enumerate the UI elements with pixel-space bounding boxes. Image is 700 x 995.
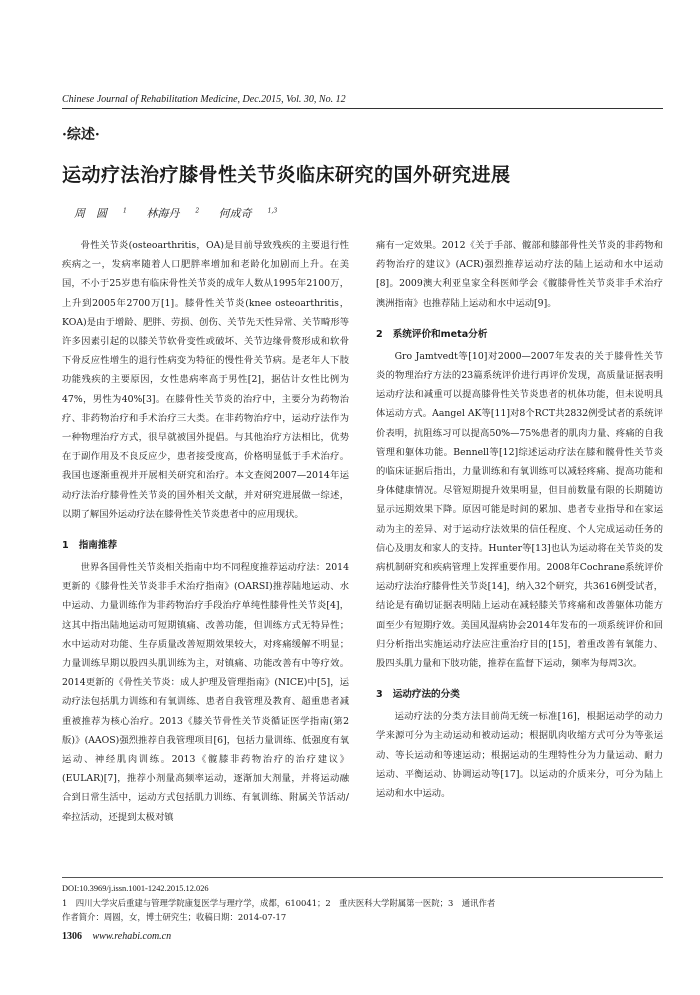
header-rule [62, 108, 663, 109]
intro-paragraph: 骨性关节炎(osteoarthritis，OA)是目前导致残疾的主要退行性疾病之一，发病率随着人口肥胖率增加和老龄化加剧而上升。在美国，不小于25岁患有临床骨性关节炎的成年人数从1995年2100万，上升到2005年2700万[1]。膝骨性关节炎(knee osteoarthritis，KOA)是由于增龄、肥胖、劳损、创伤、关节先天性异常、关节畸形等许多因素引起的以膝关节软骨变性或破坏、关节边缘骨赘形成和软骨下骨反应性增生的退行性病变为特征的慢性骨关节病。是老年人下肢功能残疾的主要原因，女性患病率高于男性[2]，据估计女性比例为47%，男性为40%[3]。在膝骨性关节炎的治疗中，主要分为药物治疗、非药物治疗和手术治疗三大类。在非药物治疗中，运动疗法作为一种物理治疗方式，很早就被国外提倡。与其他治疗方法相比，优势在于副作用及不良反应少，患者接受度高，价格明显低于手术治疗。我国也逐渐重视并开展相关研究和治疗。本文查阅2007—2014年运动疗法治疗膝骨性关节炎的国外相关文献，并对研究进展做一综述，以期了解国外运动疗法在膝骨性关节炎患者中的应用现状。 [62, 240, 349, 520]
doi-line: DOI:10.3969/j.issn.1001-1242.2015.12.026 [62, 884, 209, 893]
footnote-rule [62, 877, 663, 878]
section-heading-2 [376, 327, 663, 343]
author-affiliation: 1 [123, 207, 127, 215]
page-footer [62, 931, 171, 942]
article-title: 运动疗法治疗膝骨性关节炎临床研究的国外研究进展 [62, 164, 511, 186]
section-title: 指南推荐 [78, 540, 118, 552]
section-2-paragraph: Gro Jamtvedt等[10]对2000—2007年发表的关于膝骨性关节炎的物理治疗方法的23篇系统评价进行再评价发现，高质量证据表明运动疗法和减重可以提高膝骨性关节炎患者的机体功能，但未说明具体运动方式。Aangel AK等[11]对8个RCT共2832例受试者的系统评价表明，抗阻练习可以提高50%—75%患者的肌肉力量、疼痛的自我管理和躯体功能。Bennell等[12]综述运动疗法在膝和髋骨性关节炎的临床证据后指出，力量训练和有氧训练可以减轻疼痛、提高功能和身体健康情况。尽管短期提升效果明显，但目前数量有限的长期随访显示远期效果下降。原因可能是时间的累加、患者专业指导和在家运动为主的差异、对于运动疗法效果的信任程度、个人完成运动任务的信心及朋友和家人的支持。Hunter等[13]也认为运动将在关节炎的发病机制研究和疾病管理上发挥重要作用。2008年Cochrane系统评价运动疗法治疗膝骨性关节炎[14]，纳入32个研究，共3616例受试者，结论是有确切证据表明陆上运动在减轻膝关节疼痛和改善躯体功能方面至少有短期疗效。美国风湿病协会2014年发布的一项系统评价和回归分析指出实施运动疗法应注重治疗目的[15]，着重改善有氧能力、股四头肌力量和下肢功能，推荐在监督下运动，频率为每周3次。 [376, 350, 663, 670]
section-number: 3 [376, 689, 383, 701]
running-header [62, 94, 662, 105]
right-column [376, 236, 663, 803]
author [74, 207, 127, 220]
left-column [62, 236, 349, 827]
section-number: 1 [62, 540, 69, 552]
author-affiliation: 1,3 [267, 207, 278, 215]
website: www.rehabi.com.cn [92, 931, 172, 942]
section-heading-3 [376, 687, 663, 703]
author-name: 周 圆 [74, 207, 107, 220]
journal-name: Chinese Journal of Rehabilitation Medicine, [62, 94, 241, 105]
section-heading-1 [62, 538, 349, 554]
section-title: 运动疗法的分类 [392, 689, 460, 701]
author [219, 207, 278, 220]
author-bio-line: 作者简介：周圆，女，博士研究生；收稿日期：2014-07-17 [62, 912, 287, 922]
author-list [74, 205, 293, 221]
section-1-paragraph: 世界各国骨性关节炎相关指南中均不同程度推荐运动疗法：2014更新的《膝骨性关节炎非手术治疗指南》(OARSI)推荐陆地运动、水中运动、力量训练作为非药物治疗手段治疗单纯性膝骨性关节炎[4]，这其中指出陆地运动可短期镇痛、改善功能，但训练方式无特异性；水中运动对功能、生存质量改善短期效果较大，对疼痛缓解不明显；力量训练早期以股四头肌训练为主，对镇痛、功能改善有中等疗效。2014更新的《骨性关节炎：成人护理及管理指南》(NICE)中[5]，运动疗法包括肌力训练和有氧训练、患者自我管理及教育、超重患者减重被推荐为核心治疗。2013《膝关节骨性关节炎循证医学指南(第2版)》(AAOS)强烈推荐自我管理项目[6]，包括力量训练、低强度有氧运动、神经肌肉训练。2013《髋膝非药物治疗的治疗建议》(EULAR)[7]，推荐小剂量高频率运动，逐渐加大剂量，并将运动融合到日常生活中，运动方式包括肌力训练、有氧训练、附属关节活动/牵拉活动，还提到太极对镇 [62, 562, 349, 823]
section-title: 系统评价和meta分析 [392, 328, 488, 340]
author-affiliation: 2 [195, 207, 200, 215]
affiliations-line: 1 四川大学灾后重建与管理学院康复医学与理疗学，成都，610041；2 重庆医科大学附属第一医院；3 通讯作者 [62, 898, 496, 908]
section-tag: ·综述· [62, 127, 100, 143]
author [146, 207, 199, 220]
continued-paragraph: 痛有一定效果。2012《关于手部、髋部和膝部骨性关节炎的非药物和药物治疗的建议》(ACR)强烈推荐运动疗法的陆上运动和水中运动[8]。2009澳大利亚皇家全科医师学会《髋膝骨性关节炎非手术治疗澳洲指南》也推荐陆上运动和水中运动[9]。 [376, 240, 663, 309]
section-3-paragraph: 运动疗法的分类方法目前尚无统一标准[16]，根据运动学的动力学来源可分为主动运动和被动运动；根据肌肉收缩方式可分为等张运动、等长运动和等速运动；根据运动的生理特性分为力量运动、耐力运动、平衡运动、协调运动等[17]。以运动的介质来分，可分为陆上运动和水中运动。 [376, 711, 663, 800]
issue-info: Dec.2015, Vol. 30, No. 12 [242, 94, 346, 105]
page-number: 1306 [62, 931, 82, 942]
section-number: 2 [376, 328, 383, 340]
author-name: 何成奇 [218, 207, 252, 220]
author-name: 林海丹 [146, 207, 180, 220]
